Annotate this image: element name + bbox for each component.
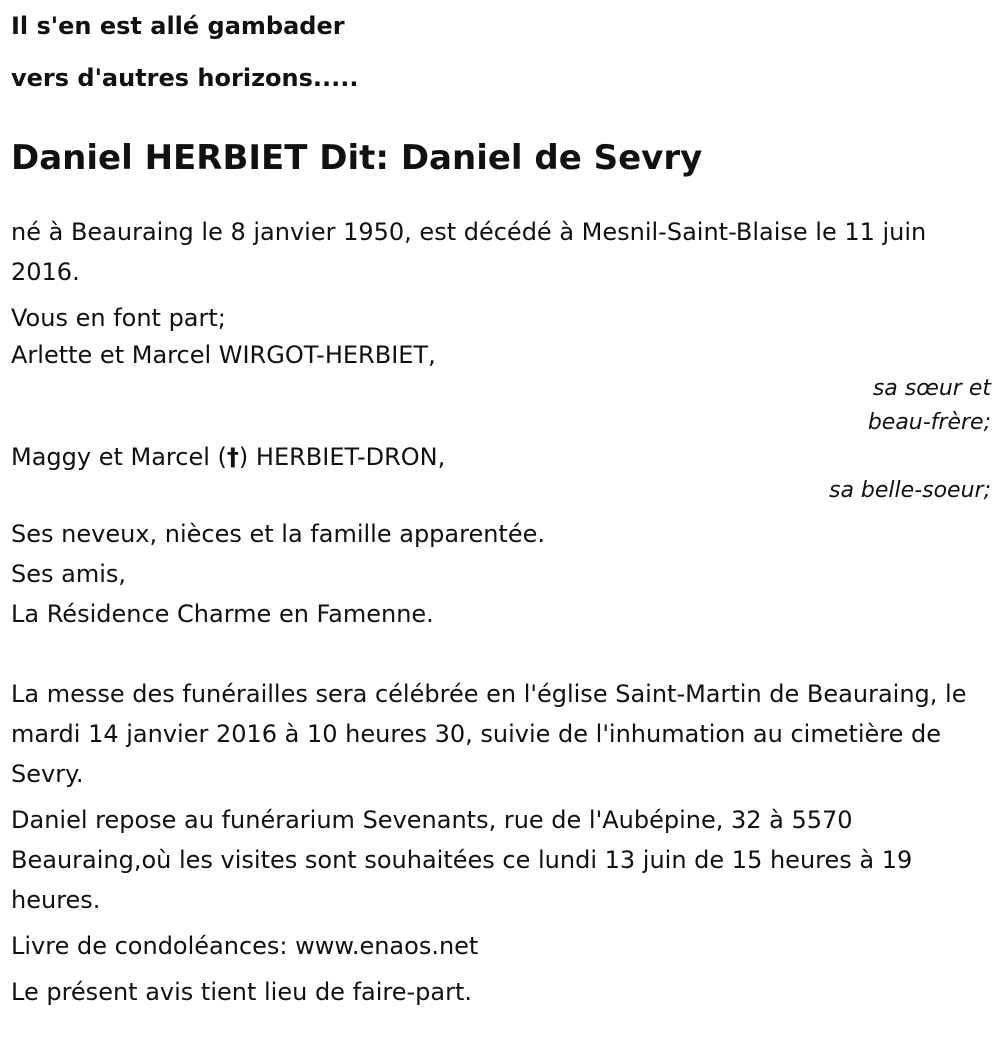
family-member-2-after: ) HERBIET-DRON, [238,443,446,471]
family-relation-1b: beau-frère; [867,410,991,435]
family-member-2-before: Maggy et Marcel ( [11,443,227,471]
family-relation-1a: sa sœur et [872,376,991,401]
visitation-text: Daniel repose au funérarium Sevenants, rue de l'Aubépine, 32 à 5570 Beauraing,où les visites sont souhaitées ce lundi 13 juin de 15 heures à 19 heures. [11,806,913,914]
family-relation-2: sa belle-soeur; [829,478,991,503]
deceased-name-title: Daniel HERBIET Dit: Daniel de Sevry [11,138,703,178]
others-line-1: Ses neveux, nièces et la famille apparentée. [11,520,545,548]
announce-text: Vous en font part; [11,304,226,332]
funeral-text: La messe des funérailles sera célébrée en l'église Saint-Martin de Beauraing, le mardi 14 janvier 2016 à 10 heures 30, suivie de l'inhumation au cimetière de Sevry. [11,680,967,788]
condolences-text: Livre de condoléances: www.enaos.net [11,932,479,960]
birth-death-text: né à Beauraing le 8 janvier 1950, est décédé à Mesnil-Saint-Blaise le 11 juin 2016. [11,218,927,286]
obituary-notice [11,0,991,1012]
epigraph-line-1: Il s'en est allé gambader [11,12,345,40]
others-line-2: Ses amis, [11,560,127,588]
family-member-2 [11,440,991,474]
notice-text: Le présent avis tient lieu de faire-part. [11,978,473,1006]
family-member-1: Arlette et Marcel WIRGOT-HERBIET, [11,341,436,369]
epigraph-line-2: vers d'autres horizons..... [11,64,359,92]
others-line-3: La Résidence Charme en Famenne. [11,600,434,628]
cross-icon: † [226,443,239,471]
